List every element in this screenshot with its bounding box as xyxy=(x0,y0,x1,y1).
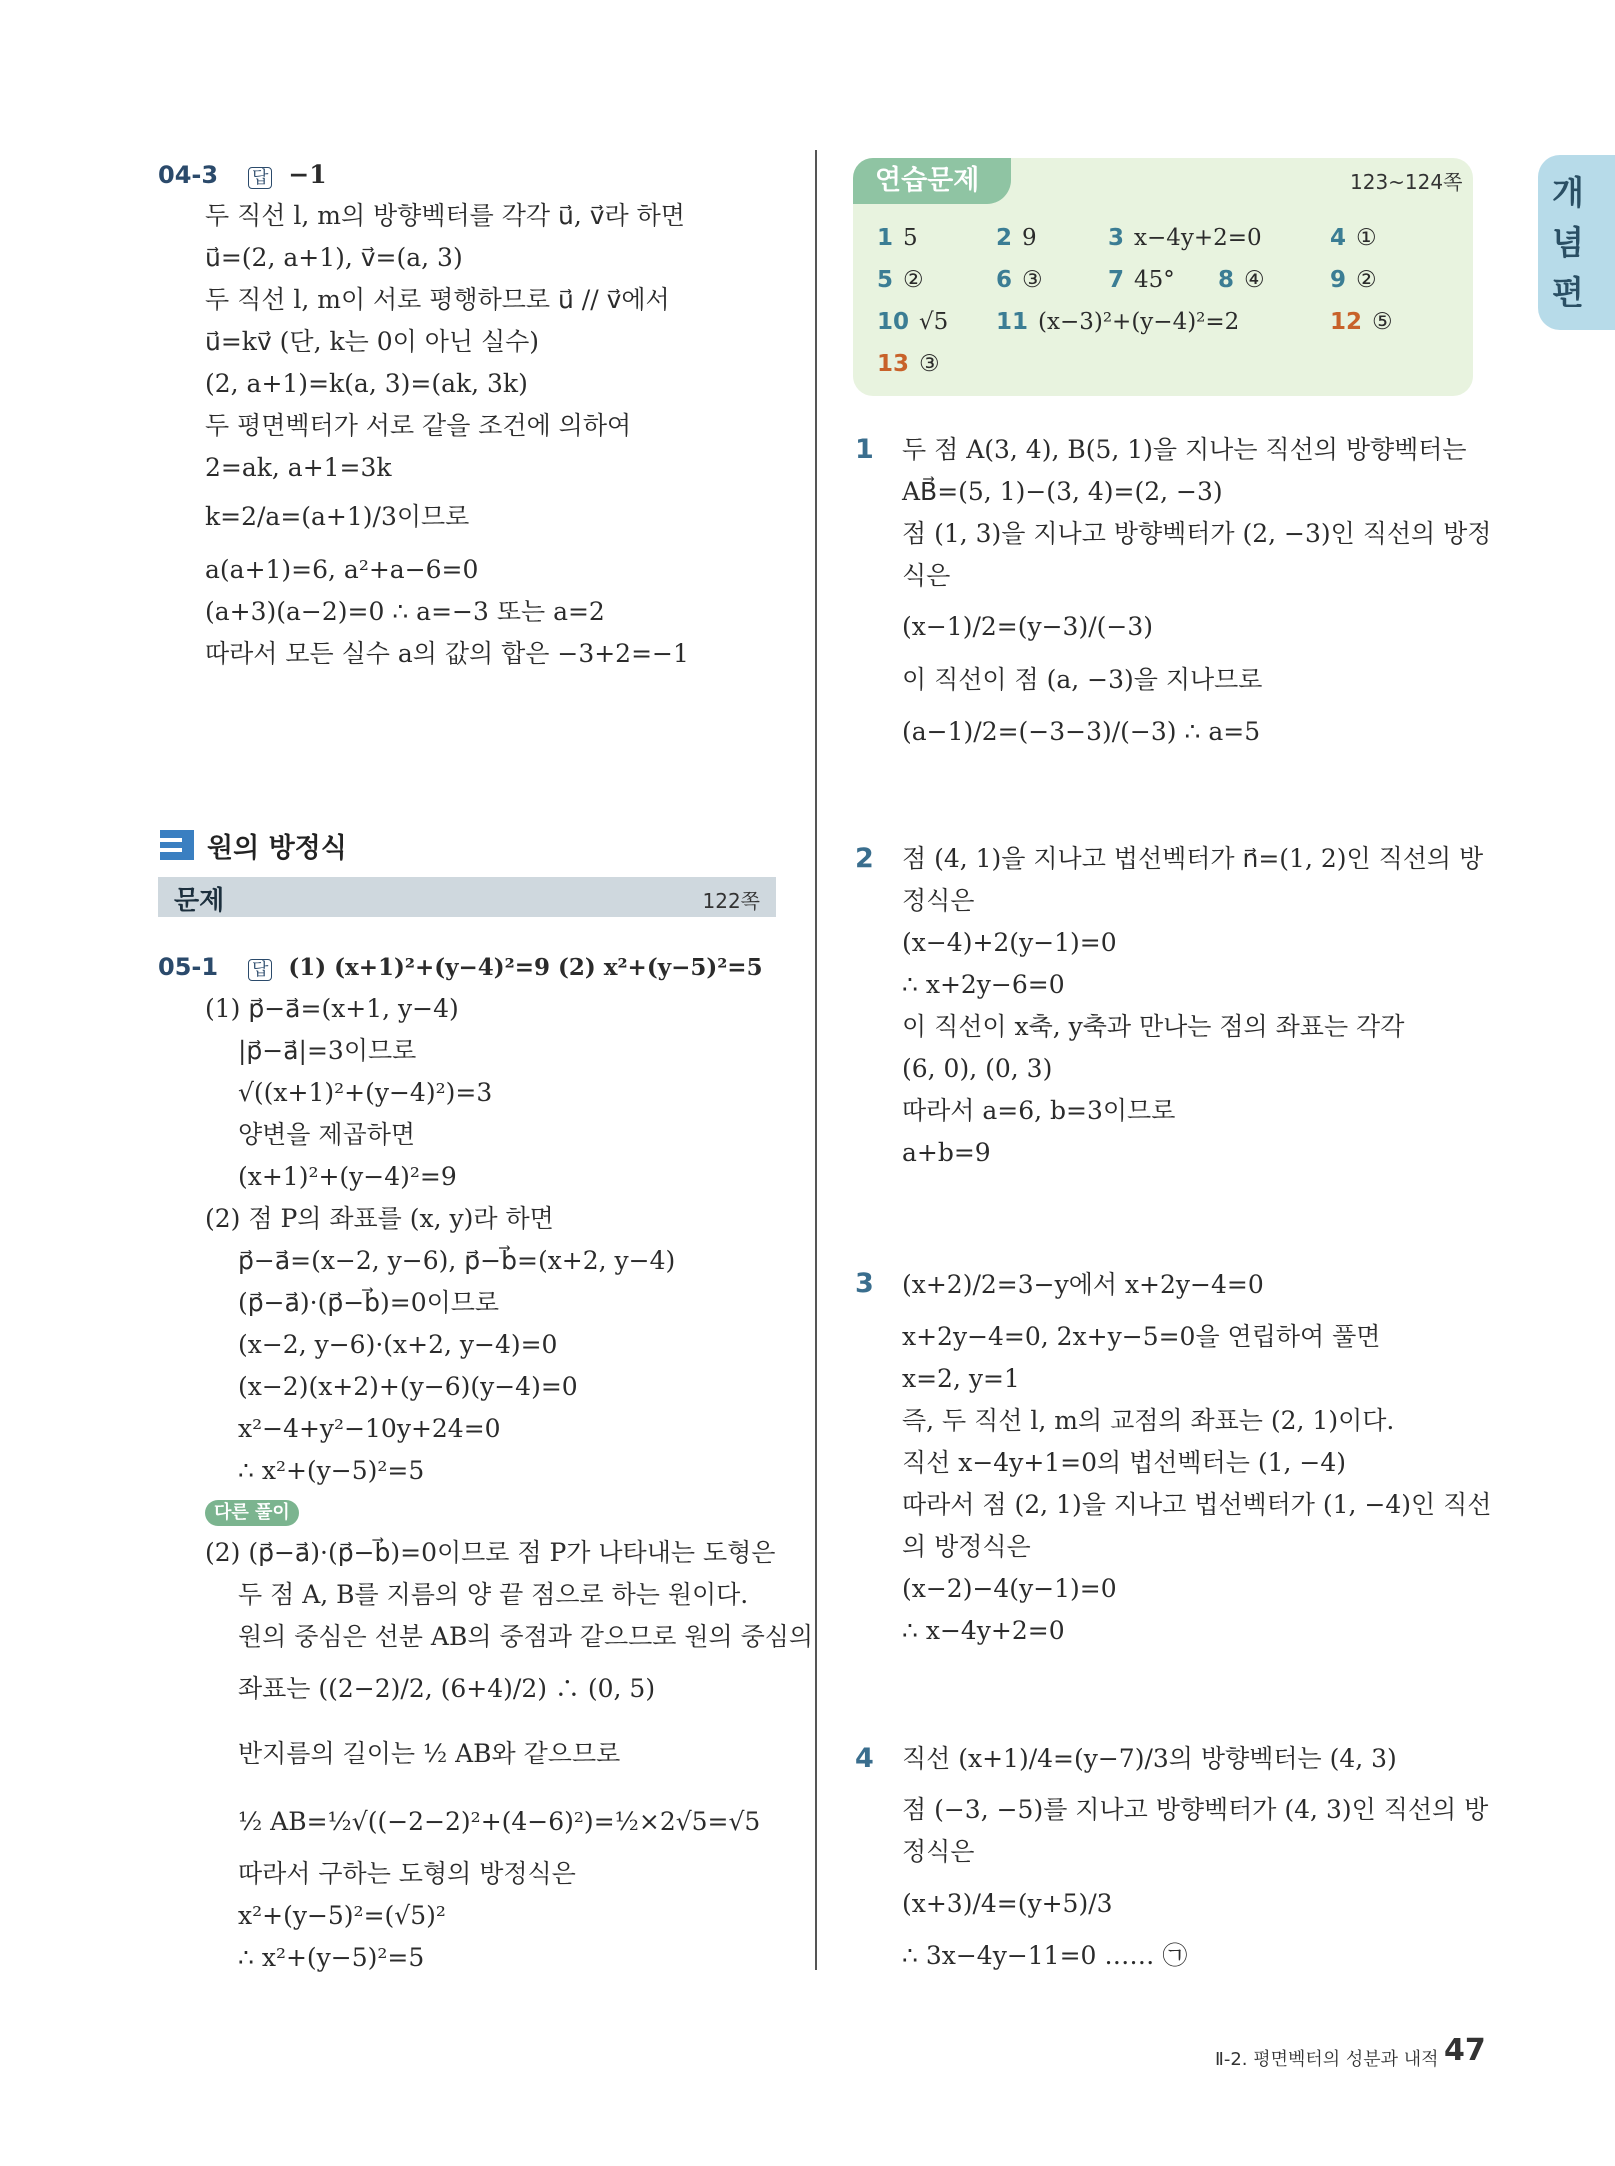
practice-answer-num: 13 xyxy=(877,351,910,377)
problem-label: 04-3 xyxy=(158,161,219,189)
solution-line: 직선 (x+1)/4=(y−7)/3의 방향벡터는 (4, 3) xyxy=(902,1744,1397,1773)
solution-line: ∴ x²+(y−5)²=5 xyxy=(238,1456,425,1485)
practice-answer-num: 1 xyxy=(877,225,894,251)
practice-answer xyxy=(996,309,1239,335)
section-title: 원의 방정식 xyxy=(207,833,347,864)
problem-05-1-header xyxy=(158,950,763,985)
solution-line: (x+1)²+(y−4)²=9 xyxy=(238,1162,457,1191)
solution-line: 점 (4, 1)을 지나고 법선벡터가 n⃗=(1, 2)인 직선의 방 xyxy=(902,844,1484,873)
practice-answer-val: ② xyxy=(903,267,924,293)
answer-mark: 답 xyxy=(248,167,272,189)
practice-answer-num: 6 xyxy=(996,267,1013,293)
solution-line: √((x+1)²+(y−4)²)=3 xyxy=(238,1078,493,1107)
solution-line: ∴ x+2y−6=0 xyxy=(902,970,1065,999)
answer-text: −1 xyxy=(288,160,327,189)
solution-line: 따라서 모든 실수 a의 값의 합은 −3+2=−1 xyxy=(205,639,689,668)
problem-04-3-header xyxy=(158,158,327,192)
practice-answer-num: 2 xyxy=(996,225,1013,251)
practice-answer-val: ① xyxy=(1356,225,1377,251)
solution-line: a+b=9 xyxy=(902,1138,991,1167)
solution-line: (1) p⃗−a⃗=(x+1, y−4) xyxy=(205,994,459,1023)
practice-answer xyxy=(996,225,1037,251)
practice-answer xyxy=(877,309,948,335)
practice-answer xyxy=(1108,267,1175,293)
alt-solution-line: 반지름의 길이는 ½ AB와 같으므로 xyxy=(238,1739,621,1768)
practice-answer xyxy=(1218,267,1265,293)
solution-line: x²−4+y²−10y+24=0 xyxy=(238,1414,501,1443)
solution-line: 따라서 a=6, b=3이므로 xyxy=(902,1096,1176,1125)
problem-bar-title: 문제 xyxy=(174,886,225,916)
practice-answer-num: 7 xyxy=(1108,267,1125,293)
solution-line: (x−4)+2(y−1)=0 xyxy=(902,928,1117,957)
alt-solution-line: 좌표는 ((2−2)/2, (6+4)/2) ∴ (0, 5) xyxy=(238,1674,656,1703)
practice-answer-num: 5 xyxy=(877,267,894,293)
solution-line: (x−2, y−6)·(x+2, y−4)=0 xyxy=(238,1330,558,1359)
chapter-tab-char: 개 xyxy=(1552,173,1584,212)
solution-line: 두 점 A(3, 4), B(5, 1)을 지나는 직선의 방향벡터는 xyxy=(902,435,1467,464)
solution-line: 점 (−3, −5)를 지나고 방향벡터가 (4, 3)인 직선의 방 xyxy=(902,1795,1489,1824)
solution-line: AB⃗=(5, 1)−(3, 4)=(2, −3) xyxy=(902,477,1223,506)
practice-answer-val: ④ xyxy=(1244,267,1265,293)
chapter-tab xyxy=(1538,155,1615,330)
practice-answer-num: 3 xyxy=(1108,225,1125,251)
solution-line: 직선 x−4y+1=0의 법선벡터는 (1, −4) xyxy=(902,1448,1346,1477)
practice-answer-val: ③ xyxy=(1022,267,1043,293)
practice-answer xyxy=(1330,267,1377,293)
practice-answer-val: 9 xyxy=(1022,225,1037,251)
practice-answer xyxy=(877,351,940,377)
alt-solution-line: (2) (p⃗−a⃗)·(p⃗−b⃗)=0이므로 점 P가 나타내는 도형은 xyxy=(205,1538,776,1567)
practice-answer-num: 12 xyxy=(1330,309,1363,335)
solution-line: 두 평면벡터가 서로 같을 조건에 의하여 xyxy=(205,411,632,440)
alt-solution-line: ∴ x²+(y−5)²=5 xyxy=(238,1943,425,1972)
solution-line: 2=ak, a+1=3k xyxy=(205,453,392,482)
solution-line: 즉, 두 직선 l, m의 교점의 좌표는 (2, 1)이다. xyxy=(902,1406,1395,1435)
solution-line: 두 직선 l, m이 서로 평행하므로 u⃗ // v⃗에서 xyxy=(205,285,670,314)
solution-line: (x−1)/2=(y−3)/(−3) xyxy=(902,612,1154,641)
page-number: 47 xyxy=(1444,2033,1486,2068)
alt-solution-line: 따라서 구하는 도형의 방정식은 xyxy=(238,1859,576,1888)
chapter-tab-char: 념 xyxy=(1552,223,1584,262)
solution-line: 따라서 점 (2, 1)을 지나고 법선벡터가 (1, −4)인 직선 xyxy=(902,1490,1492,1519)
practice-answer-val: x−4y+2=0 xyxy=(1134,225,1262,251)
solution-line: (a+3)(a−2)=0 ∴ a=−3 또는 a=2 xyxy=(205,597,605,626)
solution-line: 두 직선 l, m의 방향벡터를 각각 u⃗, v⃗라 하면 xyxy=(205,201,685,230)
solution-line: 정식은 xyxy=(902,1837,975,1866)
alt-solution-line: ½ AB=½√((−2−2)²+(4−6)²)=½×2√5=√5 xyxy=(238,1807,761,1836)
chapter-tab-char: 편 xyxy=(1552,273,1584,312)
solution-line: 정식은 xyxy=(902,886,975,915)
solution-line: (p⃗−a⃗)·(p⃗−b⃗)=0이므로 xyxy=(238,1288,500,1317)
solution-number: 3 xyxy=(855,1268,874,1299)
solution-line: (x+3)/4=(y+5)/3 xyxy=(902,1889,1113,1918)
solution-line: ∴ x−4y+2=0 xyxy=(902,1616,1065,1645)
practice-tag: 연습문제 xyxy=(853,158,1011,204)
section-number-icon xyxy=(160,830,194,860)
solution-line: 점 (1, 3)을 지나고 방향벡터가 (2, −3)인 직선의 방정 xyxy=(902,519,1492,548)
solution-line: 이 직선이 점 (a, −3)을 지나므로 xyxy=(902,665,1263,694)
alt-solution-line: 원의 중심은 선분 AB의 중점과 같으므로 원의 중심의 xyxy=(238,1622,814,1651)
practice-answer xyxy=(877,267,924,293)
alt-solution-line: 두 점 A, B를 지름의 양 끝 점으로 하는 원이다. xyxy=(238,1580,749,1609)
practice-answer-val: ② xyxy=(1356,267,1377,293)
practice-answer xyxy=(1108,225,1262,251)
problem-bar xyxy=(158,877,776,917)
alt-solution-line: x²+(y−5)²=(√5)² xyxy=(238,1901,446,1930)
solution-line: a(a+1)=6, a²+a−6=0 xyxy=(205,555,479,584)
footer-chapter: Ⅱ-2. 평면벡터의 성분과 내적 xyxy=(1215,2049,1439,2070)
practice-answer xyxy=(1330,309,1393,335)
solution-line: x+2y−4=0, 2x+y−5=0을 연립하여 풀면 xyxy=(902,1322,1381,1351)
solution-line: 양변을 제곱하면 xyxy=(238,1120,415,1149)
column-divider xyxy=(815,150,817,1970)
practice-answer-val: 45° xyxy=(1134,267,1175,293)
solution-line: p⃗−a⃗=(x−2, y−6), p⃗−b⃗=(x+2, y−4) xyxy=(238,1246,676,1275)
practice-answer xyxy=(996,267,1043,293)
practice-answer-num: 4 xyxy=(1330,225,1347,251)
alt-solution-badge: 다른 풀이 xyxy=(205,1500,299,1526)
practice-answer-val: √5 xyxy=(919,309,949,335)
solution-line: (x−2)−4(y−1)=0 xyxy=(902,1574,1117,1603)
solution-line: 이 직선이 x축, y축과 만나는 점의 좌표는 각각 xyxy=(902,1012,1405,1041)
practice-answer-num: 10 xyxy=(877,309,910,335)
solution-line: x=2, y=1 xyxy=(902,1364,1020,1393)
practice-pages: 123~124쪽 xyxy=(1350,170,1463,194)
practice-answer-num: 8 xyxy=(1218,267,1235,293)
problem-bar-page: 122쪽 xyxy=(702,889,760,913)
solution-line: (x−2)(x+2)+(y−6)(y−4)=0 xyxy=(238,1372,578,1401)
solution-line: (6, 0), (0, 3) xyxy=(902,1054,1053,1083)
solution-line: 식은 xyxy=(902,561,951,590)
solution-line: ∴ 3x−4y−11=0 …… ㉠ xyxy=(902,1941,1188,1970)
practice-answer xyxy=(877,225,918,251)
practice-answer-val: 5 xyxy=(903,225,918,251)
practice-answer-val: (x−3)²+(y−4)²=2 xyxy=(1038,309,1240,335)
solution-line: |p⃗−a⃗|=3이므로 xyxy=(238,1036,417,1065)
solution-line: (a−1)/2=(−3−3)/(−3) ∴ a=5 xyxy=(902,717,1261,746)
solution-number: 4 xyxy=(855,1743,874,1774)
problem-label: 05-1 xyxy=(158,953,219,981)
answer-text: (1) (x+1)²+(y−4)²=9 (2) x²+(y−5)²=5 xyxy=(288,954,763,981)
solution-number: 1 xyxy=(855,434,874,465)
practice-answer-num: 9 xyxy=(1330,267,1347,293)
solution-line: (2) 점 P의 좌표를 (x, y)라 하면 xyxy=(205,1204,554,1233)
solution-number: 2 xyxy=(855,843,874,874)
practice-answer xyxy=(1330,225,1377,251)
practice-answer-val: ③ xyxy=(919,351,940,377)
solution-line: k=2/a=(a+1)/3이므로 xyxy=(205,502,470,531)
solution-line: (x+2)/2=3−y에서 x+2y−4=0 xyxy=(902,1270,1264,1299)
solution-line: u⃗=(2, a+1), v⃗=(a, 3) xyxy=(205,243,463,272)
answer-mark: 답 xyxy=(248,959,272,981)
solution-line: u⃗=kv⃗ (단, k는 0이 아닌 실수) xyxy=(205,327,540,356)
practice-answer-num: 11 xyxy=(996,309,1029,335)
solution-line: 의 방정식은 xyxy=(902,1532,1031,1561)
solution-line: (2, a+1)=k(a, 3)=(ak, 3k) xyxy=(205,369,528,398)
practice-answer-val: ⑤ xyxy=(1372,309,1393,335)
